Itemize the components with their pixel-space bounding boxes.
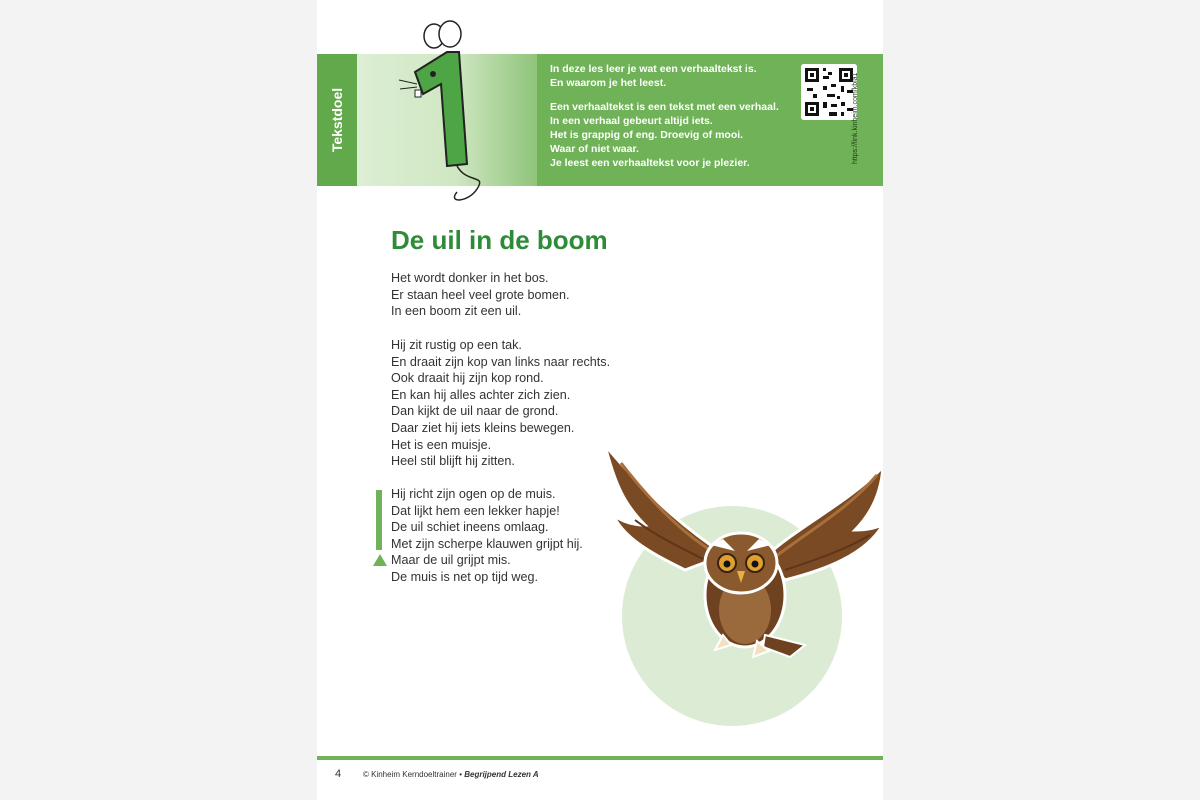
footer-divider [317,756,883,760]
side-tab-label: Tekstdoel [329,87,345,153]
explanation-line: In een verhaal gebeurt altijd iets. [550,115,713,127]
story-line: Het is een muisje. [391,437,492,452]
story-line: Dan kijkt de uil naar de grond. [391,404,559,419]
workbook-page [317,0,883,800]
side-tab [317,54,357,186]
footer-credit [363,770,539,779]
qr-url[interactable]: https://link.kinheim.com/kbla1 [852,72,859,164]
story-line: Ook draait hij zijn kop rond. [391,371,544,386]
qr-code-icon[interactable] [801,64,857,120]
story-line: Heel stil blijft hij zitten. [391,454,515,469]
page-number: 4 [335,768,342,780]
story-line: De muis is net op tijd weg. [391,569,538,584]
highlight-bar [376,490,382,550]
explanation-line: Het is grappig of eng. Droevig of mooi. [550,129,744,141]
story-line: En draait zijn kop van links naar rechts. [391,354,611,369]
intro-line: In deze les leer je wat een verhaaltekst is. [550,63,757,75]
story-paragraph-1 [391,270,570,320]
explanation-line: Je leest een verhaaltekst voor je plezier. [550,157,750,169]
story-line: Dat lijkt hem een lekker hapje! [391,503,560,518]
copyright-text: © Kinheim Kerndoeltrainer [363,770,457,779]
story-line: Daar ziet hij iets kleins bewegen. [391,420,575,435]
separator-text: • [459,770,462,779]
story-paragraph-2 [391,337,610,470]
story-line: In een boom zit een uil. [391,304,522,319]
lesson-goal-banner [317,54,883,186]
explanation-line: Waar of niet waar. [550,143,639,155]
story-line: Hij zit rustig op een tak. [391,338,522,352]
banner-text [550,62,820,170]
triangle-marker-icon [373,554,387,566]
story-line: Hij richt zijn ogen op de muis. [391,487,556,501]
intro-line: En waarom je het leest. [550,77,667,89]
story-paragraph-3 [391,486,583,586]
story-line: En kan hij alles achter zich zien. [391,387,571,402]
story-line: Maar de uil grijpt mis. [391,553,511,568]
story-line: De uil schiet ineens omlaag. [391,520,549,535]
explanation-line: Een verhaaltekst is een tekst met een verhaal. [550,101,779,113]
story-line: Het wordt donker in het bos. [391,271,549,285]
owl-illustration [585,445,883,660]
story-title: De uil in de boom [391,225,608,255]
story-line: Er staan heel veel grote bomen. [391,287,570,302]
mouse-numeral-one-icon [387,14,507,204]
story-line: Met zijn scherpe klauwen grijpt hij. [391,536,583,551]
numeral-panel [357,54,537,186]
book-title: Begrijpend Lezen A [464,770,539,779]
